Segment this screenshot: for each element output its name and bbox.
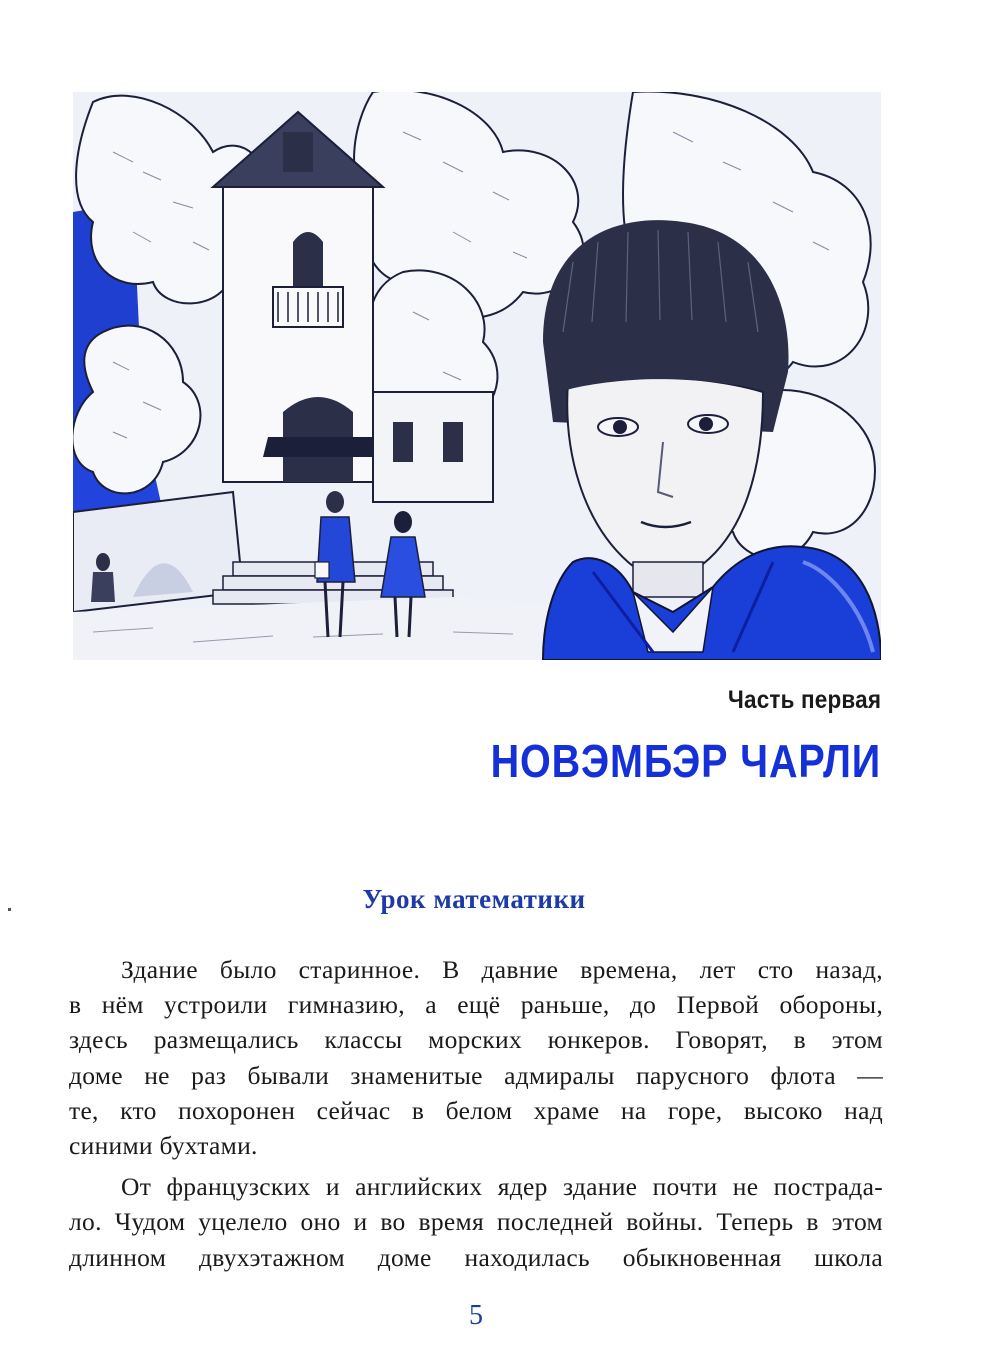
- paragraph-line: синими бухтами.: [69, 1130, 258, 1160]
- page-number: 5: [469, 1300, 483, 1331]
- chapter-title: Урок математики: [362, 884, 586, 914]
- part-title: НОВЭМБЭР ЧАРЛИ: [490, 735, 881, 787]
- paragraph-line: От французских и английских ядер здание почти не пострада-: [121, 1172, 883, 1202]
- body-text: [69, 952, 883, 1275]
- paragraph-line: длинном двухэтажном доме находилась обыкновенная школа: [69, 1242, 883, 1272]
- paragraph-line: доме не раз бывали знаменитые адмиралы парусного флота —: [69, 1060, 883, 1090]
- paragraph-line: ло. Чудом уцелело оно и во время последней войны. Теперь в этом: [69, 1207, 883, 1237]
- part-label: Часть первая: [727, 686, 881, 714]
- illustration: [73, 92, 881, 660]
- illustration-school-boy-image: [73, 92, 881, 660]
- paragraph-line: в нём устроили гимназию, а ещё раньше, до Первой обороны,: [69, 990, 883, 1020]
- paragraph-line: здесь размещались классы морских юнкеров. Говорят, в этом: [69, 1025, 883, 1055]
- paragraph-line: Здание было старинное. В давние времена, лет сто назад,: [121, 955, 883, 984]
- paragraph-line: те, кто похоронен сейчас в белом храме на горе, высоко над: [69, 1095, 883, 1125]
